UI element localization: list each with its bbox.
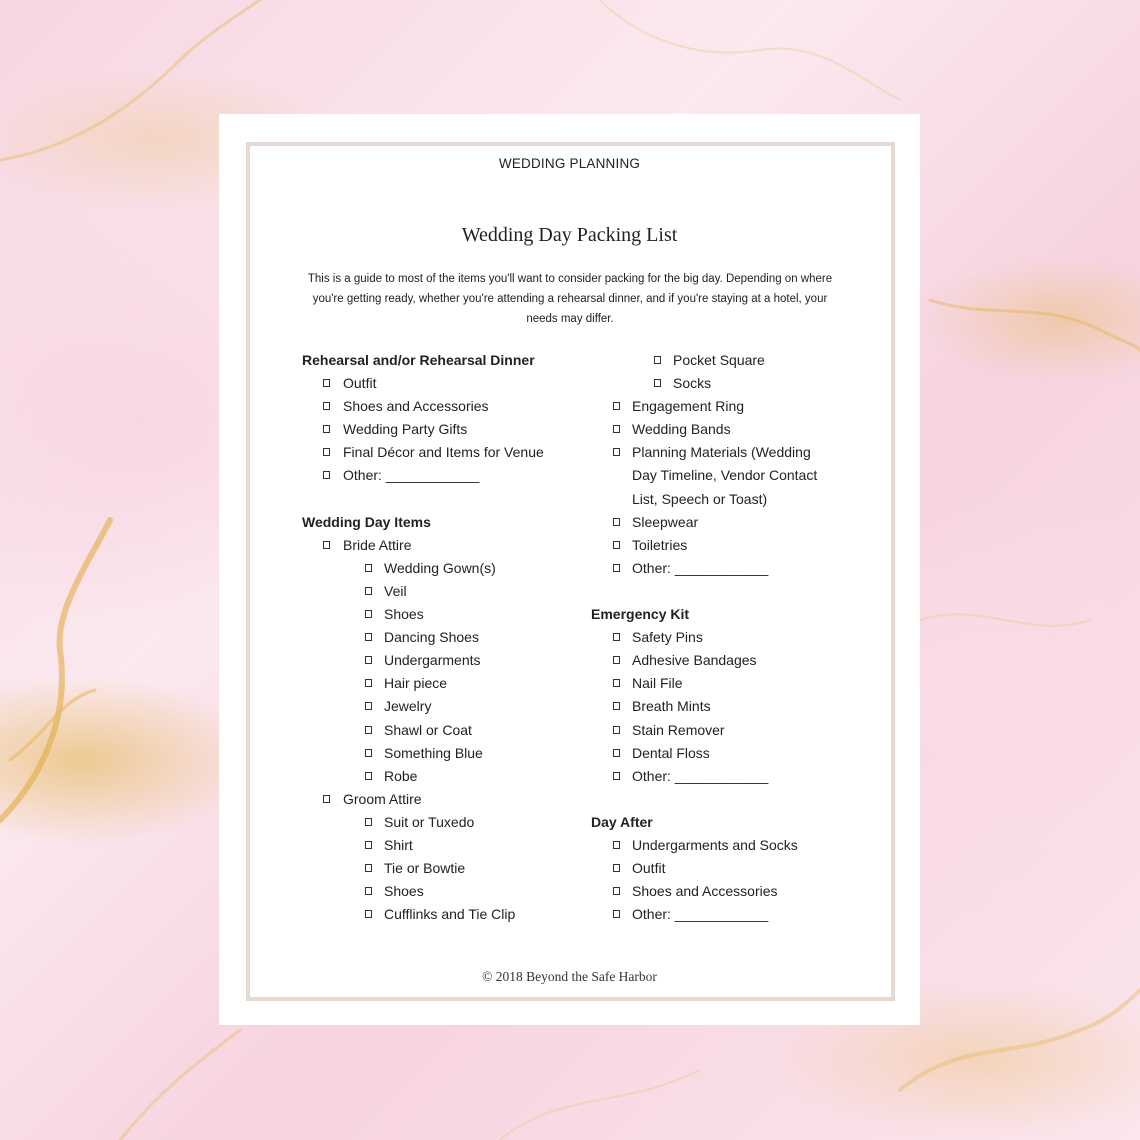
checklist-item-label: Toiletries bbox=[632, 536, 688, 553]
checklist-item-label: Jewelry bbox=[384, 698, 432, 715]
checkbox-icon[interactable] bbox=[613, 772, 620, 780]
checkbox-icon[interactable] bbox=[365, 587, 372, 595]
checklist-item bbox=[591, 418, 841, 441]
section-heading: Rehearsal and/or Rehearsal Dinner bbox=[302, 352, 535, 368]
checklist-item-label: Suit or Tuxedo bbox=[384, 813, 475, 830]
checklist-item-label: Shirt bbox=[384, 836, 413, 853]
checklist-item bbox=[591, 880, 841, 903]
checkbox-icon[interactable] bbox=[323, 795, 330, 803]
checklist-item-label: Shawl or Coat bbox=[384, 721, 472, 738]
checklist-item-label: Shoes and Accessories bbox=[343, 398, 489, 415]
checklist-item-label: Undergarments and Socks bbox=[632, 836, 798, 853]
checklist-item-label: Robe bbox=[384, 767, 418, 784]
checklist-item bbox=[591, 349, 841, 372]
checklist-item-label: Cufflinks and Tie Clip bbox=[384, 906, 516, 923]
checklist-item bbox=[591, 903, 841, 926]
checklist-item-label: Stain Remover bbox=[632, 721, 725, 738]
checkbox-icon[interactable] bbox=[613, 887, 620, 895]
checklist-item-label: Tie or Bowtie bbox=[384, 860, 466, 877]
checklist-item-label: Wedding Party Gifts bbox=[343, 421, 468, 438]
checklist-item-label: Safety Pins bbox=[632, 629, 703, 646]
checklist-item-label: Shoes bbox=[384, 883, 424, 900]
checklist-item bbox=[302, 464, 602, 487]
checkbox-icon[interactable] bbox=[365, 749, 372, 757]
checkbox-icon[interactable] bbox=[365, 633, 372, 641]
checklist-item-label: Veil bbox=[384, 582, 407, 599]
section-heading: Day After bbox=[591, 813, 653, 830]
checklist-item bbox=[591, 511, 841, 534]
checklist-item bbox=[302, 880, 602, 903]
checklist-item-label: Undergarments bbox=[384, 652, 481, 669]
checklist-item-label: Final Décor and Items for Venue bbox=[343, 444, 544, 461]
checklist-item bbox=[591, 534, 841, 557]
checklist-item-label: Wedding Gown(s) bbox=[384, 559, 496, 576]
checklist-item-label: Pocket Square bbox=[673, 352, 765, 368]
checklist-item bbox=[591, 695, 841, 718]
checklist-item bbox=[302, 557, 602, 580]
section-heading: Emergency Kit bbox=[591, 606, 690, 623]
checkbox-icon[interactable] bbox=[613, 656, 620, 664]
checkbox-icon[interactable] bbox=[613, 910, 620, 918]
intro-paragraph: This is a guide to most of the items you'll want to consider packing for the big day. Depending on where you're getting ready, whether you're attending a rehearsal dinner, and if you're staying at a hotel, your needs may differ. bbox=[307, 273, 833, 325]
section-gap bbox=[591, 788, 841, 811]
checkbox-icon[interactable] bbox=[613, 633, 620, 641]
checklist-item-continued bbox=[591, 464, 841, 487]
checklist-item bbox=[302, 534, 602, 557]
checkbox-icon[interactable] bbox=[365, 864, 372, 872]
checklist-item bbox=[302, 603, 602, 626]
checklist-item bbox=[302, 719, 602, 742]
checkbox-icon[interactable] bbox=[613, 864, 620, 872]
checklist-item bbox=[302, 742, 602, 765]
checklist-item bbox=[302, 903, 602, 926]
checkbox-icon[interactable] bbox=[613, 564, 620, 572]
checklist-item-label: Day Timeline, Vendor Contact bbox=[632, 467, 818, 484]
checkbox-icon[interactable] bbox=[613, 702, 620, 710]
page-title: Wedding Day Packing List bbox=[461, 224, 678, 246]
checklist-item-label: Groom Attire bbox=[343, 790, 422, 807]
checklist-item bbox=[591, 742, 841, 765]
checklist-item-label: Sleepwear bbox=[632, 513, 699, 530]
checkbox-icon[interactable] bbox=[365, 818, 372, 826]
checklist-item bbox=[302, 418, 602, 441]
checklist-item-continued bbox=[591, 488, 841, 511]
checkbox-icon[interactable] bbox=[365, 656, 372, 664]
checkbox-icon[interactable] bbox=[365, 910, 372, 918]
checklist-item-label: Dental Floss bbox=[632, 744, 710, 761]
checklist-item-label: Adhesive Bandages bbox=[632, 652, 757, 669]
checkbox-icon[interactable] bbox=[654, 356, 661, 364]
checkbox-icon[interactable] bbox=[613, 541, 620, 549]
checklist-item bbox=[302, 372, 602, 395]
checkbox-icon[interactable] bbox=[323, 402, 330, 410]
checklist-item-label: List, Speech or Toast) bbox=[632, 490, 768, 507]
checkbox-icon[interactable] bbox=[323, 379, 330, 387]
checklist-item bbox=[302, 788, 602, 811]
checklist-item-label: Other: ____________ bbox=[632, 906, 769, 923]
checklist-item-label: Other: ____________ bbox=[343, 467, 480, 484]
checkbox-icon[interactable] bbox=[365, 679, 372, 687]
checklist-item-label: Breath Mints bbox=[632, 698, 711, 715]
checklist-item-label: Socks bbox=[673, 375, 712, 392]
checklist-item-label: Shoes bbox=[384, 606, 424, 623]
left-column-checklist bbox=[302, 349, 602, 926]
checklist-item bbox=[302, 857, 602, 880]
checklist-item-label: Planning Materials (Wedding bbox=[632, 444, 811, 461]
checkbox-icon[interactable] bbox=[613, 448, 620, 456]
checkbox-icon[interactable] bbox=[613, 749, 620, 757]
checkbox-icon[interactable] bbox=[323, 448, 330, 456]
checkbox-icon[interactable] bbox=[613, 841, 620, 849]
checklist-item bbox=[302, 649, 602, 672]
checkbox-icon[interactable] bbox=[365, 887, 372, 895]
checklist-item bbox=[591, 441, 841, 464]
checklist-item bbox=[591, 557, 841, 580]
checklist-item-label: Shoes and Accessories bbox=[632, 883, 778, 900]
right-column-checklist bbox=[591, 349, 841, 926]
checklist-item bbox=[302, 626, 602, 649]
checkbox-icon[interactable] bbox=[323, 541, 330, 549]
checkbox-icon[interactable] bbox=[365, 564, 372, 572]
copyright-footer: © 2018 Beyond the Safe Harbor bbox=[482, 969, 657, 984]
page-header: WEDDING PLANNING bbox=[498, 156, 641, 171]
checklist-item-label: Something Blue bbox=[384, 744, 483, 761]
checklist-item bbox=[302, 441, 602, 464]
checklist-item bbox=[302, 695, 602, 718]
checklist-item bbox=[302, 834, 602, 857]
checklist-item-label: Engagement Ring bbox=[632, 398, 745, 415]
checkbox-icon[interactable] bbox=[365, 610, 372, 618]
checklist-item bbox=[302, 672, 602, 695]
checkbox-icon[interactable] bbox=[613, 425, 620, 433]
printable-page bbox=[219, 114, 920, 1025]
checklist-item bbox=[302, 765, 602, 788]
checklist-item-label: Dancing Shoes bbox=[384, 629, 479, 646]
section-gap bbox=[591, 580, 841, 603]
checklist-item-label: Other: ____________ bbox=[632, 767, 769, 784]
checkbox-icon[interactable] bbox=[654, 379, 661, 387]
checkbox-icon[interactable] bbox=[365, 702, 372, 710]
checklist-item bbox=[591, 395, 841, 418]
section-gap bbox=[302, 488, 602, 511]
checklist-item bbox=[302, 580, 602, 603]
checklist-item-label: Outfit bbox=[343, 375, 377, 392]
checklist-item bbox=[591, 719, 841, 742]
checkbox-icon[interactable] bbox=[365, 726, 372, 734]
checklist-item bbox=[302, 811, 602, 834]
checklist-item-label: Hair piece bbox=[384, 675, 448, 692]
checklist-item-label: Outfit bbox=[632, 860, 666, 877]
checkbox-icon[interactable] bbox=[323, 425, 330, 433]
checkbox-icon[interactable] bbox=[613, 402, 620, 410]
checklist-item-label: Bride Attire bbox=[343, 536, 412, 553]
checklist-item bbox=[591, 672, 841, 695]
checklist-item bbox=[591, 834, 841, 857]
checkbox-icon[interactable] bbox=[613, 726, 620, 734]
checkbox-icon[interactable] bbox=[323, 471, 330, 479]
section-heading: Wedding Day Items bbox=[302, 513, 431, 530]
checklist-item-label: Wedding Bands bbox=[632, 421, 731, 438]
checkbox-icon[interactable] bbox=[365, 772, 372, 780]
checklist-item bbox=[591, 649, 841, 672]
checklist-item bbox=[591, 765, 841, 788]
checkbox-icon[interactable] bbox=[365, 841, 372, 849]
checklist-item-label: Other: ____________ bbox=[632, 559, 769, 576]
checkbox-icon[interactable] bbox=[613, 518, 620, 526]
checklist-item bbox=[302, 395, 602, 418]
checklist-item bbox=[591, 626, 841, 649]
checklist-item-label: Nail File bbox=[632, 675, 683, 692]
checklist-item bbox=[591, 372, 841, 395]
checklist-item bbox=[591, 857, 841, 880]
checkbox-icon[interactable] bbox=[613, 679, 620, 687]
